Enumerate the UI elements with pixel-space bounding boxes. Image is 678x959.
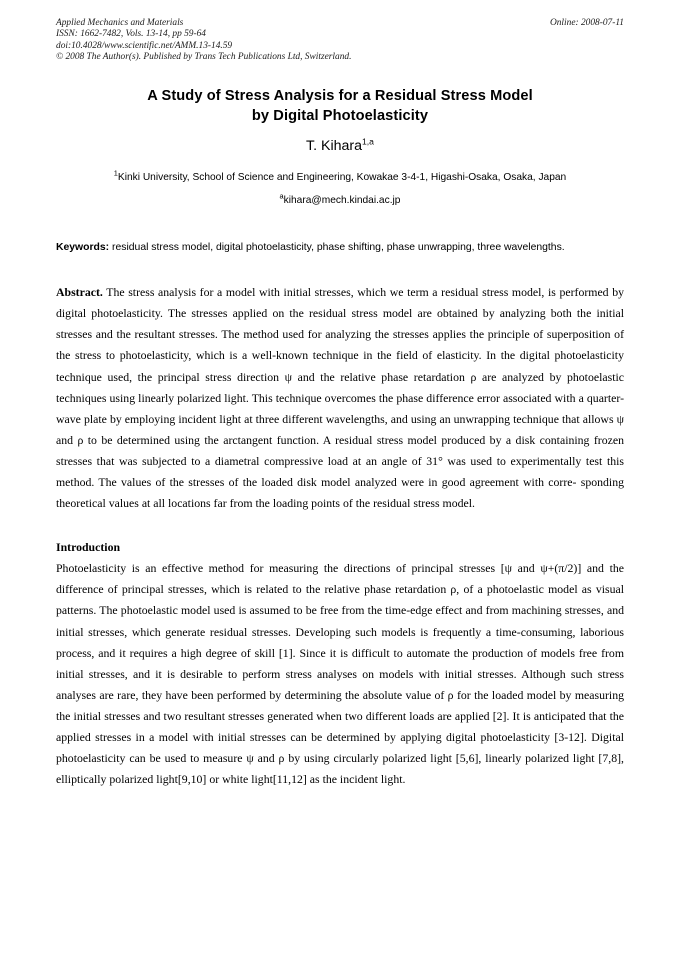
author-email [56,191,624,207]
affiliation-marker: 1 [113,168,118,178]
abstract-label: Abstract. [56,285,103,300]
issn-line: ISSN: 1662-7482, Vols. 13-14, pp 59-64 [56,29,206,40]
online-date: Online: 2008-07-11 [549,18,624,28]
author-name [56,138,624,154]
journal-title: Applied Mechanics and Materials [56,18,184,28]
author-affiliation-marker: 1,a [362,136,374,147]
keywords-label: Keywords: [56,242,110,254]
copyright-line: © 2008 The Author(s). Published by Trans Tech Publications Ltd, Switzerland. [56,51,352,62]
keywords-block [56,237,624,258]
abstract-block [56,282,624,514]
introduction-heading: Introduction [56,540,121,555]
masthead-top-row [56,18,624,29]
author-affiliation [56,168,624,187]
paper-title-line-2: by Digital Photoelasticity [251,108,429,125]
paper-title [56,86,624,126]
email-marker: a [279,191,284,201]
email-address: kihara@mech.kindai.ac.jp [283,195,401,207]
abstract-text: The stress analysis for a model with initial stresses, which we term a residual stress model, is performed by digital photoelasticity. The stresses applied on the residual stress model are obtained by analyzing both the initial stresses and the resultant stresses. The method used for analyzing the stresses applies the principle of superposition of the stress to photoelasticity, which is a well-known technique in the field of elasticity. In the digital photoelasticity technique used, the principal stress direction ψ and the relative phase retardation ρ are analyzed by photoelastic techniques using linearly polarized light. This technique overcomes the phase difference error associated with a quarter-wave plate by employing incident light at three different wavelengths, and using an unwrapping technique that allows ψ and ρ to be determined using the arctangent function. A residual stress model produced by a disk containing frozen stresses that was subjected to a diametral compressive load at an angle of 31° was used to experimentally test this method. The values of the stresses of the loaded disk model analyzed were in good agreement with corre- sponding theoretical values at all locations far from the loading points of the residual stress model. [56,285,624,511]
introduction-text: Photoelasticity is an effective method for measuring the directions of principal stresses [ψ and ψ+(π/2)] and the difference of principal stresses, which is related to the relative phase retardation ρ, of a photoelastic model as visual patterns. The photoelastic model used is assumed to be free from the time-edge effect and from machining stresses, and initial stresses, which generate residual stresses. Developing such models is frequently a time-consuming, laborious process, and it requires a high degree of skill [1]. Since it is difficult to automate the production of models free from initial stresses, and it is desirable to perform stress analyses on models with initial stresses. Although such stress analyses are rare, they have been performed by determining the absolute value of ρ for the loaded model by measuring the initial stresses and two resultant stresses generated when two different loads are applied [2]. It is anticipated that the applied stresses in a model with initial stresses can be determined by applying digital photoelasticity [3-12]. Digital photoelasticity can be used to measure ψ and ρ by using circularly polarized light [5,6], linearly polarized light [7,8], elliptically polarized light[9,10] or white light[11,12] as the incident light. [56,561,624,787]
author-name-text: T. Kihara [306,138,363,155]
paper-title-line-1: A Study of Stress Analysis for a Residual Stress Model [147,88,533,105]
doi-line: doi:10.4028/www.scientific.net/AMM.13-14.59 [56,40,233,51]
journal-masthead [56,18,624,63]
keywords-text: residual stress model, digital photoelasticity, phase shifting, phase unwrapping, three wavelengths. [112,242,565,254]
affiliation-text: Kinki University, School of Science and Engineering, Kowakae 3-4-1, Higashi-Osaka, Osaka, Japan [117,172,567,184]
